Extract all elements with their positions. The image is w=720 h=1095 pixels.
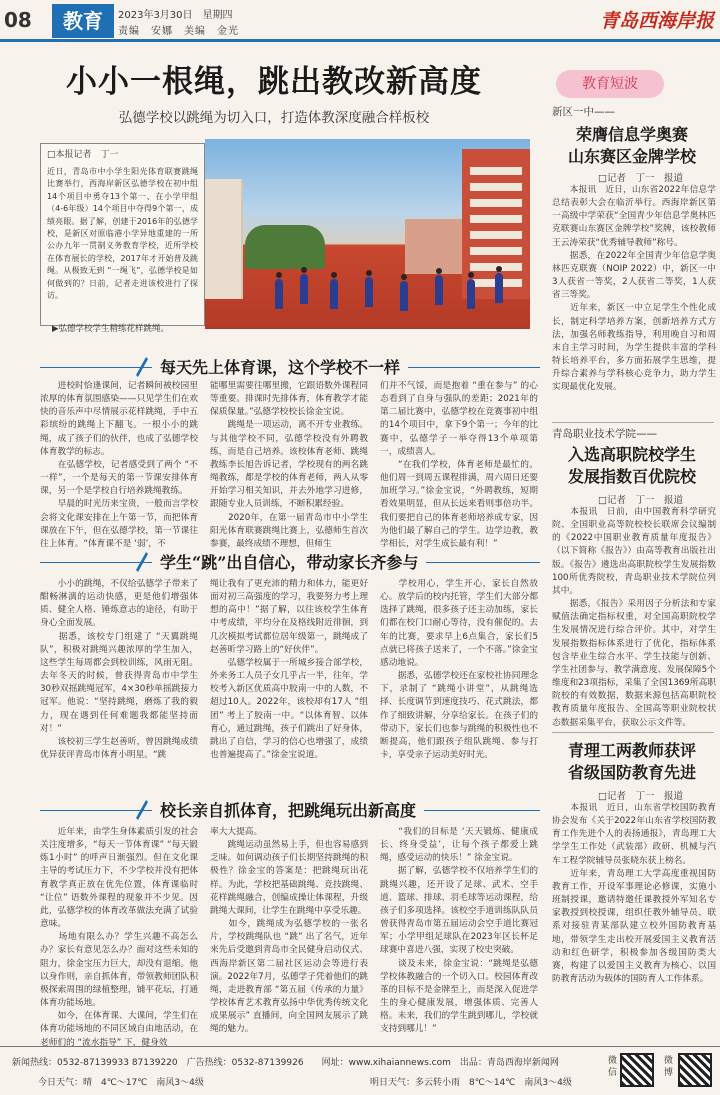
building-left [205, 179, 243, 299]
story-reporter: □记者 丁一 报道 [598, 495, 683, 506]
student-figure [300, 274, 308, 304]
story-kicker: 新区一中—— [552, 106, 615, 118]
story-body: 本报讯 日前，由中国教育科学研究院、全国职业高等院校校长联席会议编制的《2022中国职业教育质量年度报告》（以下简称《报告》）由高等教育出版社出版。《报告》遴选出高职院校学生发展指数100所优秀院校，青岛职业技术学院位列其中。 据悉，《报告》采用因子分析法和专家赋值法确定指标权重，对全国高职院校学生发展情况进行综合评价。其中，对学生发展指数指标体系进行了优化，指标体系包含毕业生综合水平、学生技能与创新、学生社团参与、教学满意度、发展保障5个维度和23项指标，采集了全国1369所高职院校的有效数据，数据来源包括高职院校教育质量年度报告、全国高等职业院校状态数据采集平台，获取公示文件等。 [552, 507, 716, 728]
weather-today: 今日天气：晴 4℃～17℃ 南风3～4级 [38, 1078, 204, 1088]
article-column: 能哪里需要往哪里搬，它跟语数外课程同等重要。排课时先排体育，体育教学才能保质保量。”弘德学校校长徐金宝说。 跳绳是一项运动，离不开专业教练。与其他学校不同，弘德学校没有外聘教练，而是自己培养。该校体育老师、跳绳教练李长旭告诉记者，学校现有的两名跳绳教练，都是学校的体育老师，两人从零开始学习相关知识，并去外地学习进修，跟随专业人员训练，不断积累经验。 2020年，在第一届青岛市中小学生阳光体育联赛跳绳比赛上，弘德师生首次参赛，最终成绩不理想，但师生 [210, 381, 368, 549]
editors-credit: 责编 安娜 美编 金光 [118, 26, 239, 37]
article-column: 进校时恰逢课间，记者瞬间被校园里浓厚的体育氛围感染——只见学生们在欢快的音乐声中尽情展示花样跳绳，手中五彩缤纷的跳绳上下翻飞。一根小小的跳绳，成了孩子们的伙伴，也成了弘德学校体育教学的标志。 在弘德学校，记者感受到了两个 “不一样”，一个是每天的第一节课安排体育课，另一个是学校自行培养跳绳教练。 早晨的时光历来宝贵，一般而言学校会将文化课安排在上午第一节，而把体育课放在下午，但在弘德学校，第一节课往往上体育。“体育课不是 ‘弱’，不 [40, 381, 198, 549]
newspaper-logo: 青岛西海岸报 [599, 10, 714, 32]
pen-icon [132, 550, 150, 572]
section-heading-2 [40, 548, 540, 578]
intro-box [40, 143, 205, 326]
student-figure [365, 277, 373, 307]
hotline-info: 新闻热线：0532-87139933 87139220 广告热线：0532-87139926 网址：www.xihaiannews.com 出品：青岛西海岸新闻网 [12, 1058, 559, 1068]
story-title-line: 省级国防教育先进 [567, 763, 696, 782]
page-number: 08 [4, 8, 32, 32]
student-figure [495, 273, 503, 303]
sidebar-column-title: 教育短波 [556, 70, 664, 98]
story-title-line: 荣膺信息学奥赛 [575, 125, 688, 144]
article-headline: 小小一根绳，跳出教改新高度 [66, 64, 482, 100]
intro-text: 近日，青岛市中小学生阳光体育联赛跳绳比赛举行，西海岸新区弘德学校在初中组14个项目中勇夺13个第一、在小学甲组（4-6年级）14个项目中夺得9个第一，成绩亮眼。据了解，创建于2016年的弘德学校，是新区对原临港小学异地重建的一所公办九年一贯制义务教育学校，近所学校在体育展长的学校，2017年才开始普及跳绳。从极致无到 “一绳飞”，弘德学校是如何做到的？日前，记者走进该校进行了探访。 [47, 167, 198, 301]
article-column: 率大大提高。 跳绳运动虽然易上手，但也容易感到乏味。如何调动孩子们长期坚持跳绳的积极性？徐金宝的答案是：把跳绳玩出花样。为此，学校把基础跳绳、竞技跳绳、花样跳绳融合，创编成操让体课程，升级跳绳大课间，让学生在跳绳中享受乐趣。 如今，跳绳成为弘德学校的一张名片，学校跳绳队也 “跳” 出了名气，近年来先后受邀到青岛市全民健身启动仪式、西海岸新区第二届社区运动会等进行表演。2022年7月，弘德学子凭着他们的跳绳，走进教育部 “第五届《传承的力量》学校体育艺术教育弘扬中华优秀传统文化成果展示” 直播间，向全国网友展示了跳绳的魅力。 [210, 827, 368, 1035]
student-figure [275, 279, 283, 309]
story-reporter: □记者 丁一 报道 [598, 791, 683, 802]
student-figure [400, 281, 408, 311]
photo-caption: ▶弘德学校学生精练花样跳绳。 [52, 324, 170, 334]
student-figure [330, 279, 338, 309]
section-heading-1 [40, 353, 540, 383]
section-heading-text: 学生“跳”出自信心，带动家长齐参与 [152, 550, 426, 573]
article-column: 小小的跳绳，不仅给弘德学子带来了酣畅淋漓的运动快感，更是他们增强体质、健全人格、锤炼意志的途径，有助于身心全面发展。 据悉，该校专门组建了 “天翼跳绳队”，积极对跳绳兴趣浓厚的学生加入，这些学生每周都会到校训练，风雨无阻。去年冬天的时候，曾获得青岛市中学生30秒双摇跳绳冠军，4×30秒单摇跳接力冠军。他说：“坚持跳绳，磨炼了我的毅力，现在遇到任何难题我都能坚持面对！” 该校初三学生赵善昕，曾因跳绳成绩优异获评青岛市体育小明星。“跳 [40, 579, 198, 761]
article-column: 学校用心，学生开心，家长自然放心。放学后的校内托管，学生们大部分都选择了跳绳，很多孩子还主动加练，家长们都在校门口耐心等待，没有催促的。去年的比赛，要求早上6点集合，家长们5点就已将孩子送来了，一个不落。”徐金宝感动地说。 据悉，弘德学校还在家校社协同理念下，录制了 “跳绳小讲堂”，从跳绳选择、长度调节到速度技巧、花式跳法，都作了细致讲解，分享给家长。在孩子们的带动下，家长们也参与跳绳的积极性也不断提高，他们跟孩子组队跳绳、参与打卡，享受亲子运动美好时光。 [380, 579, 538, 761]
section-heading-text: 每天先上体育课，这个学校不一样 [152, 355, 408, 378]
qr-label-wechat: 微信 [608, 1056, 618, 1078]
article-column: 们并不气馁，而是抱着 “重在参与” 的心态看到了自身与强队的差距；2021年的第二届比赛中，弘德学校在竞赛事初中组的14个项目中，拿下9个第一；今年的比赛中，弘德学子一举夺得13个单项第一，成绩喜人。 “在我们学校，体育老师是最忙的。他们周一到周五课程排满，周六周日还要加班学习。”徐金宝说，“外聘教练，短期看效果明显，但从长远来看则事倍功半。我们要把自己的体育老师培养成专家，因为他们最了解自己的学生。边学边教，教学相长，对学生成长最有利！” [380, 381, 538, 549]
article-column: “我们的目标是 ‘天天锻炼、健康成长、终身受益’，让每个孩子都爱上跳绳，感受运动的快乐！” 徐金宝说。 据了解，弘德学校不仅培养学生们的跳绳兴趣，还开设了足球、武术、空手道、篮球、排球、羽毛球等运动课程，给孩子们多项选择。该校空手道训练队队员曾获得青岛市第五届运动会空手道比赛冠军；小学甲组足球队在2023年区长杯足球赛中喜进八强，实现了校史突破。 谈及未来，徐金宝说：“跳绳是弘德学校体教融合的一个切入口。校园体育改革的目标不是金牌至上，而是深入促进学生的身心健康发展，增强体质、完善人格。未来，我们的学生跳到哪儿，学校就支持到哪儿！” [380, 827, 538, 1035]
story-divider [552, 732, 714, 733]
article-column: 绳让我有了更充沛的精力和体力，能更好面对初三高强度的学习，我要努力考上理想的高中！”据了解，以往该校学生体育中考成绩，平均分在及格线附近徘徊，到几次模拟考试都位居年级第一，跳绳成了赵善昕学习路上的“好伙伴”。 弘德学校属于一所城乡接合部学校，外来务工人员子女几乎占一半，往年，学校考入新区优质高中胶南一中的人数，不超过10人。2022年，该校却有17人 “组团” 考上了胶南一中。“以体育智、以体育心，通过跳绳，孩子们跳出了好身体，跳出了自信，学习的信心也增强了，成绩也普遍提高了。”徐金宝说道。 [210, 579, 368, 761]
rope-skipping-photo [205, 139, 530, 329]
sidebar-news-briefs [550, 64, 716, 1046]
student-figure [467, 279, 475, 309]
pen-icon [132, 798, 150, 820]
qr-label-weibo: 微博 [664, 1056, 674, 1078]
story-kicker: 青岛职业技术学院—— [552, 428, 657, 440]
story-body: 本报讯 近日，山东省2022年信息学总结表彰大会在临沂举行。西海岸新区第一高级中学荣获“全国青少年信息学奥林匹克联赛山东赛区金牌学校”奖牌，该校教师王云涛荣获“优秀辅导教师”称号。 据悉，在2022年全国青少年信息学奥林匹克联赛（NOIP 2022）中，新区一中3人获省一等奖，2人获省二等奖，1人获省三等奖。 近年来，新区一中立足学生个性化成长，制定科学培养方案，创新培养方式方法，加强名师教练指导，利用晚自习和周末自主学习时间，为学生提供丰富的学科特长培养平台，多方面拓展学生思维，提升综合素养与学科核心竞争力，助力学生实现最优化发展。 [552, 185, 716, 393]
wechat-qr-icon[interactable] [620, 1053, 654, 1087]
section-heading-text: 校长亲自抓体育，把跳绳玩出新高度 [152, 798, 424, 821]
story-title-line: 山东赛区金牌学校 [567, 147, 696, 166]
tree-shape [245, 225, 325, 269]
article-subheadline: 弘德学校以跳绳为切入口，打造体教深度融合样板校 [118, 110, 430, 126]
story-reporter: □记者 丁一 报道 [598, 173, 683, 184]
pen-icon [132, 355, 150, 377]
page-footer [0, 1046, 720, 1095]
story-divider [552, 422, 714, 423]
story-title-line: 青理工两教师获评 [567, 741, 696, 760]
story-title-line: 发展指数百优院校 [567, 467, 696, 486]
issue-date: 2023年3月30日 星期四 [118, 10, 233, 21]
masthead [0, 0, 720, 42]
weather-tomorrow: 明日天气：多云转小雨 8℃～14℃ 南风3～4级 [370, 1078, 572, 1088]
article-column: 近年来，由学生身体素质引发的社会关注度增多，“每天一节体育课” “每天锻炼1小时” 的呼声日渐强烈。但在文化课主导的考试压力下，不少学校并没有把体育教学真正放在优先位置，体育课临时 “让位” 语数外课程的现象并不少见。因此，弘德学校的体育改革做法充满了试验意味。 场地有限么办？学生兴趣不高怎么办？家长有意见怎么办？面对这些未知的阻力，徐金宝压力巨大，却没有退缩。他以身作则，亲自抓体育，带领教师团队积极探索周围的绿植整理，铺平花坛，打通体育功能场地。 如今，在体育课、大课间，学生们在体育功能场地的不同区域自由地活动，在老师们的 “流水指导” 下，健身效 [40, 827, 198, 1048]
story-body: 本报讯 近日，山东省学校国防教育协会发布《关于2022年山东省学校国防教育工作先进个人的表扬通报》，青岛理工大学学生工作处（武装部）政研、机械与汽车工程学院辅导员张晓东获上榜名。 近年来，青岛理工大学高度重视国防教育工作，开设军事理论必修课，实施小班制授课，邀请特邀任课教授外军知名专家教授到校授课，组织任教外辅导员、联系对接驻青某部队建立校外国防教育基地，带领学生走出校开展爱国主义教育活动和红色研学，积极参加各级国防类大赛，构建了以爱国主义教育为核心、以国防教育活动为载体的国防育人工作体系。 [552, 803, 716, 985]
story-title-line: 入选高职院校学生 [567, 445, 696, 464]
student-figure [435, 275, 443, 305]
reporter-byline: □本报记者 丁一 [47, 150, 119, 160]
section-label: 教育 [52, 4, 114, 38]
weibo-qr-icon[interactable] [678, 1053, 712, 1087]
section-heading-3 [40, 796, 540, 826]
